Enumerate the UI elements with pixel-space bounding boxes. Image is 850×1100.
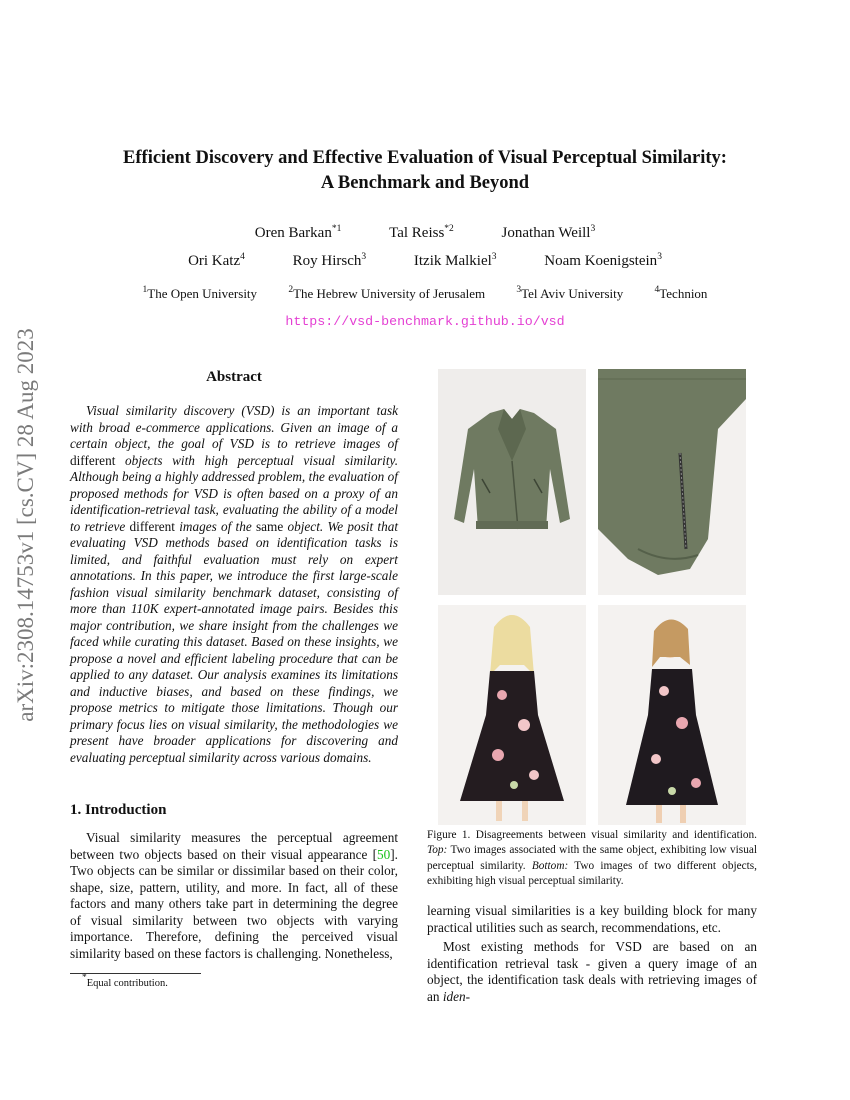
author: Roy Hirsch$^3$ (292, 252, 367, 269)
footnote: *Equal contribution. (82, 973, 168, 989)
title-line-2: A Benchmark and Beyond (320, 173, 530, 193)
jacket-sleeve-closeup-image (598, 369, 746, 595)
citation-link[interactable]: 50 (377, 846, 391, 862)
author: Noam Koenigstein$^3$ (544, 252, 662, 269)
abstract-heading: Abstract (206, 369, 262, 385)
abstract-body: Visual similarity discovery (VSD) is an important task with broad e-commerce applications. Given an image of a certain object, the goal of VSD is to retrieve images of different objects with high perceptual visual similarity. Although being a highly addressed problem, the evaluation of proposed methods for VSD is often based on a proxy of an identification-retrieval task, evaluating the ability of a model to retrieve different images of the same object. We posit that evaluating VSD methods based on identification tasks is limited, and faithful evaluation must rely on expert annotations. In this paper, we introduce the first large-scale fashion visual similarity benchmark dataset, consisting of more than 110K expert-annotated image pairs. Besides this major contribution, we share insight from the challenges we faced while curating this dataset. Based on these insights, we propose a novel and efficient labeling procedure that can be applied to any dataset. Our analysis examines its limitations and inductive biases, and based on these findings, we propose metrics to mitigate those limitations. Though our primary focus lies on visual similarity, the methodologies we present have broader applications for discovering and evaluating perceptual similarity across various domains. (70, 403, 399, 765)
affiliation: $^1$The Open University (142, 285, 258, 301)
authors-row-1 (60, 225, 790, 242)
affiliation: $^3$Tel Aviv University (516, 285, 624, 301)
author: Oren Barkan$^{*1}$ (254, 224, 342, 241)
affiliation: $^2$The Hebrew University of Jerusalem (288, 285, 486, 301)
jacket-front-image (438, 369, 586, 595)
title-line-1: Efficient Discovery and Effective Evaluation of Visual Perceptual Similarity: (123, 148, 727, 168)
affiliation: $^4$Technion (654, 285, 708, 301)
paragraph: learning visual similarities is a key building block for many practical utilities such as search, recommendations, etc. (427, 903, 757, 935)
arxiv-identifier: arXiv:2308.14753v1 [cs.CV] 28 Aug 2023 (13, 328, 38, 722)
author: Ori Katz$^4$ (188, 252, 245, 269)
figure-1-caption: Figure 1. Disagreements between visual similarity and identification. Top: Two images associated with the same object, exhibiting low visual perceptual similarity. Bottom: Two images of two different objects, exhibiting high visual perceptual similarity. (427, 829, 758, 887)
right-column-body (427, 903, 757, 1005)
introduction-paragraph: Visual similarity measures the perceptual agreement between two objects based on their visual appearance [50]. Two objects can be similar or dissimilar based on their color, shape, size, pattern, utility, and more. In fact, all of these factors and many others take part in determining the degree of visual similarity between two objects with varying importance. Therefore, defining the perceived visual similarity based on these factors is challenging. Nonetheless, (70, 830, 398, 961)
authors-row-2 (60, 253, 790, 270)
paper-title (60, 146, 790, 196)
paragraph: Most existing methods for VSD are based on an identification retrieval task - given a query image of an object, the identification task deals with retrieving images of an iden- (427, 939, 757, 1004)
section-heading-introduction: 1. Introduction (70, 802, 167, 818)
author: Jonathan Weill$^3$ (501, 224, 596, 241)
floral-dress-model-image-2 (598, 605, 746, 825)
project-url-link[interactable]: https://vsd-benchmark.github.io/vsd (285, 314, 565, 329)
footnote-divider (70, 973, 201, 974)
figure-1 (438, 369, 750, 825)
author: Tal Reiss$^{*2}$ (389, 224, 454, 241)
author: Itzik Malkiel$^3$ (413, 252, 497, 269)
affiliations (60, 286, 790, 302)
floral-dress-model-image (438, 605, 586, 825)
